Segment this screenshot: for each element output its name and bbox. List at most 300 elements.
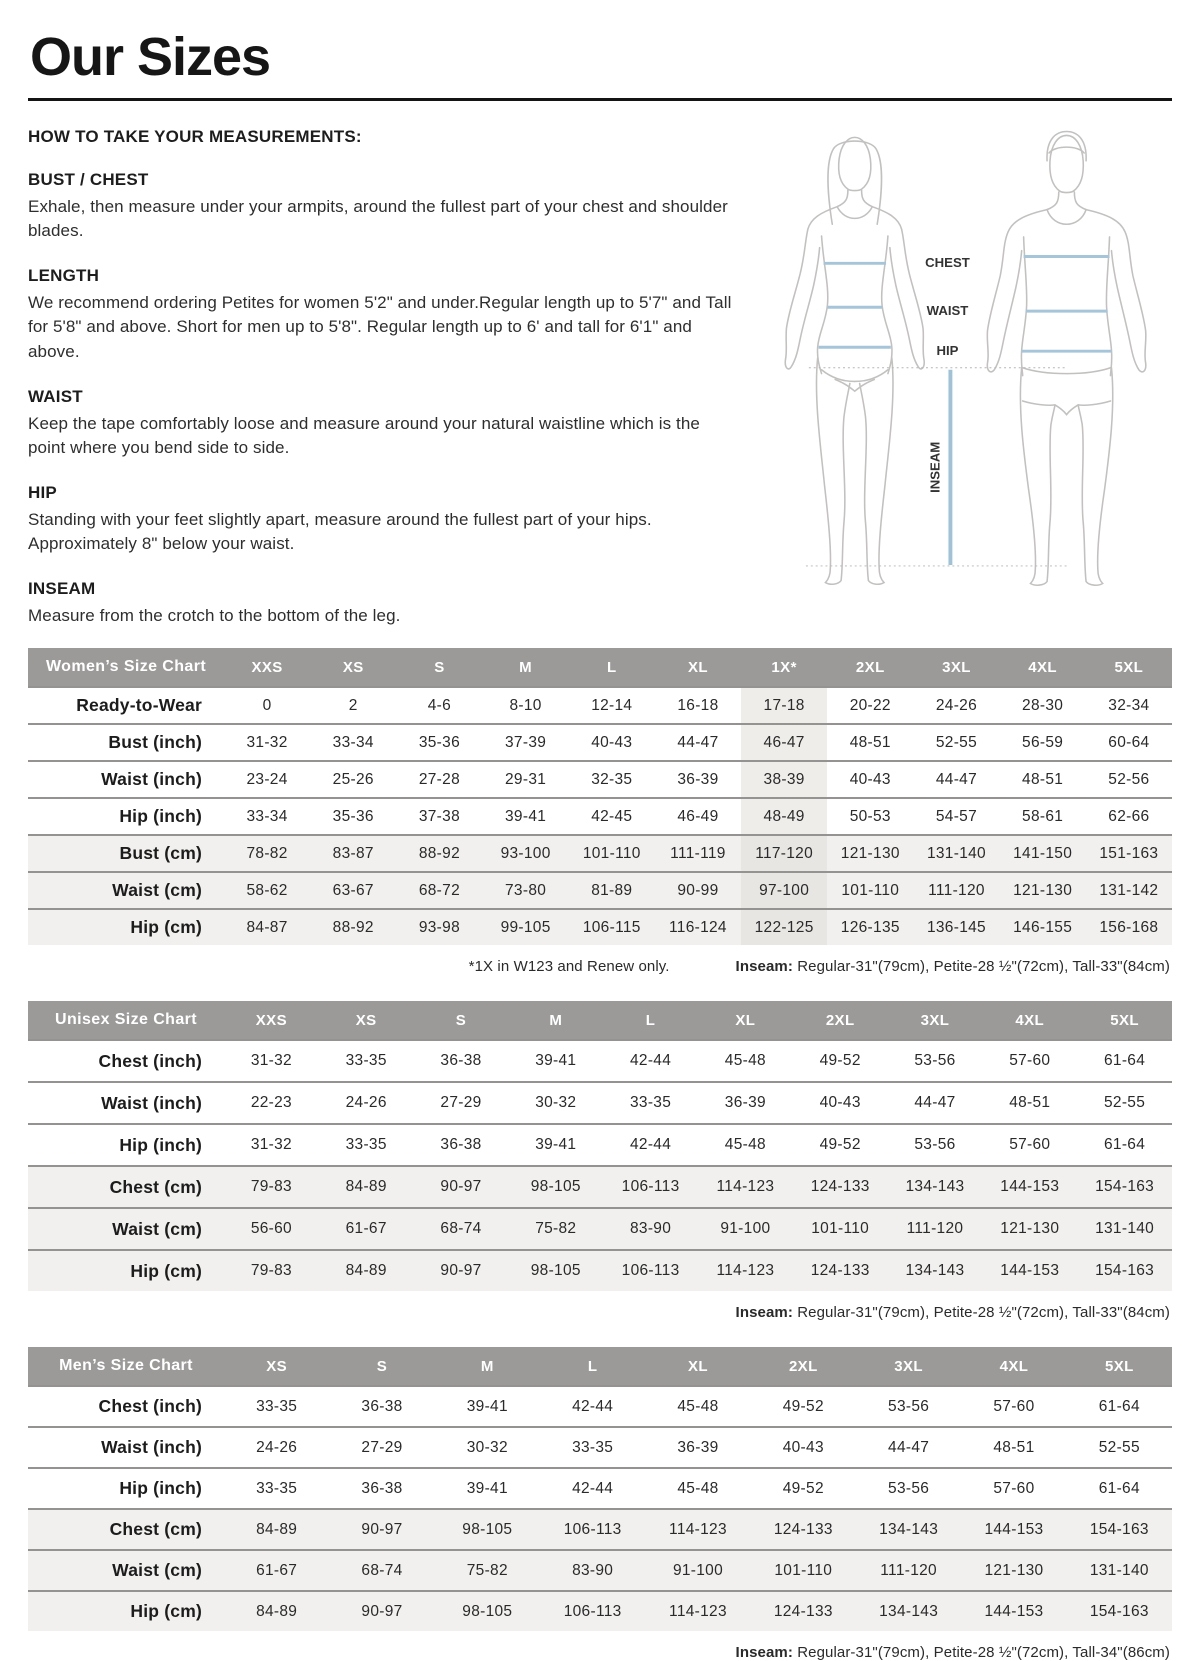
table-row [28,1591,1172,1631]
size-cell: 53-56 [888,1040,983,1082]
size-cell: 32-35 [569,761,655,798]
size-cell: 68-72 [396,872,482,909]
table-title: Unisex Size Chart [28,1001,224,1040]
size-cell: 63-67 [310,872,396,909]
size-cell: 45-48 [645,1386,750,1427]
header-row [28,1001,1172,1040]
measurement-instructions-area [28,123,1172,628]
size-cell: 90-97 [329,1509,434,1550]
size-cell: 114-123 [645,1509,750,1550]
column-header-5xl: 5XL [1067,1347,1172,1386]
size-cell: 27-29 [329,1427,434,1468]
size-cell: 39-41 [508,1124,603,1166]
size-cell: 79-83 [224,1166,319,1208]
size-cell: 61-64 [1067,1386,1172,1427]
row-label: Hip (cm) [28,1250,224,1291]
column-header-xl: XL [645,1347,750,1386]
size-cell: 44-47 [856,1427,961,1468]
size-cell: 52-55 [913,724,999,761]
column-header-xs: XS [224,1347,329,1386]
inseam-footnote-label: Inseam: [735,958,793,976]
row-label: Waist (inch) [28,1082,224,1124]
female-figure-icon [785,137,924,584]
size-cell: 53-56 [888,1124,983,1166]
size-cell: 30-32 [508,1082,603,1124]
column-header-4xl: 4XL [961,1347,1066,1386]
column-header-m: M [435,1347,540,1386]
column-header-4xl: 4XL [1000,648,1086,687]
size-cell: 91-100 [645,1550,750,1591]
column-header-xs: XS [310,648,396,687]
size-cell: 68-74 [329,1550,434,1591]
diagram-waist-label: WAIST [926,303,969,319]
instruction-section-bust-chest [28,170,738,243]
size-cell: 124-133 [751,1591,856,1631]
table-row [28,1509,1172,1550]
size-cell: 35-36 [396,724,482,761]
row-label: Waist (inch) [28,1427,224,1468]
row-label: Hip (inch) [28,798,224,835]
size-cell: 131-140 [1077,1208,1172,1250]
column-header-2xl: 2XL [827,648,913,687]
size-cell: 61-64 [1077,1124,1172,1166]
size-cell: 33-35 [224,1468,329,1509]
size-cell: 144-153 [982,1250,1077,1291]
size-cell: 61-64 [1077,1040,1172,1082]
row-label: Chest (inch) [28,1386,224,1427]
instruction-text: Measure from the crotch to the bottom of the leg. [28,606,401,626]
inseam-footnote [736,1304,1170,1321]
womens-size-chart-footnotes [28,958,1170,975]
column-header-m: M [483,648,569,687]
size-cell: 27-28 [396,761,482,798]
size-cell: 33-35 [224,1386,329,1427]
size-cell: 4-6 [396,687,482,724]
row-label: Hip (cm) [28,909,224,945]
size-cell: 33-35 [540,1427,645,1468]
size-cell: 97-100 [741,872,827,909]
size-cell: 36-38 [329,1468,434,1509]
instruction-section-waist [28,387,738,460]
size-cell: 42-44 [603,1040,698,1082]
size-tables [28,648,1172,1661]
table-row [28,872,1172,909]
row-label: Waist (cm) [28,1550,224,1591]
inseam-footnote-label: Inseam: [735,1304,793,1322]
size-cell: 57-60 [982,1040,1077,1082]
size-cell: 134-143 [888,1166,983,1208]
size-cell: 33-35 [319,1124,414,1166]
size-cell: 2 [310,687,396,724]
size-cell: 146-155 [1000,909,1086,945]
size-cell: 84-89 [224,1591,329,1631]
size-cell: 33-35 [319,1040,414,1082]
size-cell: 93-98 [396,909,482,945]
column-header-4xl: 4XL [982,1001,1077,1040]
column-header-l: L [540,1347,645,1386]
size-cell: 0 [224,687,310,724]
column-header-s: S [396,648,482,687]
size-cell: 91-100 [698,1208,793,1250]
page-title: Our Sizes [30,27,271,87]
size-cell: 49-52 [793,1124,888,1166]
size-cell: 31-32 [224,1040,319,1082]
size-cell: 114-123 [645,1591,750,1631]
size-cell: 24-26 [224,1427,329,1468]
size-cell: 45-48 [698,1040,793,1082]
size-cell: 111-120 [856,1550,961,1591]
instruction-label: WAIST [28,386,83,406]
column-header-s: S [414,1001,509,1040]
size-cell: 39-41 [508,1040,603,1082]
size-cell: 28-30 [1000,687,1086,724]
column-header-2xl: 2XL [751,1347,856,1386]
size-cell: 29-31 [483,761,569,798]
size-cell: 106-113 [603,1166,698,1208]
size-cell: 144-153 [961,1591,1066,1631]
size-cell: 46-49 [655,798,741,835]
size-cell: 144-153 [982,1166,1077,1208]
size-cell: 56-59 [1000,724,1086,761]
column-header-xxs: XXS [224,648,310,687]
size-cell: 106-113 [540,1591,645,1631]
instructions-column [28,123,738,628]
size-cell: 124-133 [793,1250,888,1291]
instruction-label: LENGTH [28,266,100,286]
size-cell: 49-52 [751,1468,856,1509]
size-cell: 101-110 [827,872,913,909]
size-cell: 154-163 [1077,1250,1172,1291]
size-cell: 68-74 [414,1208,509,1250]
size-cell: 39-41 [483,798,569,835]
instruction-text: Keep the tape comfortably loose and measure around your natural waistline which is the point where you bend side to side. [28,413,700,457]
table-row [28,761,1172,798]
inseam-footnote-text: Regular-31"(79cm), Petite-28 ½"(72cm), Tall-33"(84cm) [792,958,1170,976]
table-row [28,1250,1172,1291]
size-cell: 44-47 [888,1082,983,1124]
inseam-footnote [736,1644,1170,1661]
instruction-label: BUST / CHEST [28,170,149,189]
size-cell: 39-41 [435,1386,540,1427]
row-label: Chest (inch) [28,1040,224,1082]
size-cell: 61-67 [224,1550,329,1591]
size-cell: 48-49 [741,798,827,835]
table-row [28,724,1172,761]
size-cell: 111-120 [913,872,999,909]
footnote-asterisk: *1X in W123 and Renew only. [468,958,670,976]
size-cell: 8-10 [483,687,569,724]
size-cell: 24-26 [913,687,999,724]
size-cell: 84-89 [319,1250,414,1291]
size-cell: 121-130 [827,835,913,872]
table-row [28,1386,1172,1427]
size-cell: 33-34 [224,798,310,835]
table-row [28,1427,1172,1468]
size-cell: 154-163 [1077,1166,1172,1208]
size-cell: 53-56 [856,1468,961,1509]
column-header-xs: XS [319,1001,414,1040]
size-cell: 57-60 [961,1386,1066,1427]
size-cell: 114-123 [698,1166,793,1208]
size-cell: 81-89 [569,872,655,909]
size-cell: 131-140 [1067,1550,1172,1591]
size-cell: 111-120 [888,1208,983,1250]
row-label: Waist (cm) [28,1208,224,1250]
column-header-l: L [569,648,655,687]
size-cell: 122-125 [741,909,827,945]
measurement-diagram [762,117,1172,599]
size-cell: 60-64 [1086,724,1172,761]
size-cell: 58-61 [1000,798,1086,835]
size-cell: 73-80 [483,872,569,909]
size-cell: 40-43 [751,1427,856,1468]
column-header-xxs: XXS [224,1001,319,1040]
size-cell: 121-130 [982,1208,1077,1250]
size-cell: 101-110 [793,1208,888,1250]
size-cell: 154-163 [1067,1509,1172,1550]
size-cell: 40-43 [827,761,913,798]
table-row [28,1550,1172,1591]
size-cell: 12-14 [569,687,655,724]
size-cell: 116-124 [655,909,741,945]
size-cell: 36-38 [414,1124,509,1166]
size-cell: 57-60 [961,1468,1066,1509]
size-cell: 99-105 [483,909,569,945]
size-cell: 61-67 [319,1208,414,1250]
size-cell: 32-34 [1086,687,1172,724]
size-cell: 111-119 [655,835,741,872]
inseam-footnote [736,958,1170,975]
unisex-size-chart-table [28,1001,1172,1291]
size-cell: 121-130 [961,1550,1066,1591]
size-cell: 83-90 [603,1208,698,1250]
size-cell: 24-26 [319,1082,414,1124]
size-cell: 117-120 [741,835,827,872]
size-cell: 39-41 [435,1468,540,1509]
size-cell: 42-45 [569,798,655,835]
instruction-section-inseam [28,579,738,628]
row-label: Waist (inch) [28,761,224,798]
size-cell: 17-18 [741,687,827,724]
size-cell: 134-143 [856,1509,961,1550]
row-label: Ready-to-Wear [28,687,224,724]
column-header-5xl: 5XL [1086,648,1172,687]
size-cell: 75-82 [508,1208,603,1250]
column-header-s: S [329,1347,434,1386]
size-cell: 54-57 [913,798,999,835]
size-cell: 23-24 [224,761,310,798]
size-cell: 56-60 [224,1208,319,1250]
size-cell: 84-87 [224,909,310,945]
diagram-inseam-label: INSEAM [927,441,943,493]
mens-size-chart-table [28,1347,1172,1631]
table-row [28,1468,1172,1509]
row-label: Hip (cm) [28,1591,224,1631]
size-cell: 57-60 [982,1124,1077,1166]
row-label: Bust (inch) [28,724,224,761]
inseam-footnote-text: Regular-31"(79cm), Petite-28 ½"(72cm), Tall-33"(84cm) [792,1304,1170,1322]
size-cell: 90-97 [329,1591,434,1631]
row-label: Hip (inch) [28,1124,224,1166]
table-row [28,687,1172,724]
size-cell: 90-99 [655,872,741,909]
size-cell: 20-22 [827,687,913,724]
size-cell: 44-47 [655,724,741,761]
size-cell: 40-43 [569,724,655,761]
size-cell: 88-92 [396,835,482,872]
size-cell: 30-32 [435,1427,540,1468]
column-header-m: M [508,1001,603,1040]
size-cell: 124-133 [793,1166,888,1208]
size-cell: 22-23 [224,1082,319,1124]
size-cell: 144-153 [961,1509,1066,1550]
column-header-xl: XL [655,648,741,687]
size-cell: 44-47 [913,761,999,798]
body-figures-illustration [762,117,1172,599]
size-cell: 48-51 [961,1427,1066,1468]
size-cell: 83-90 [540,1550,645,1591]
column-header-5xl: 5XL [1077,1001,1172,1040]
size-cell: 124-133 [751,1509,856,1550]
size-cell: 156-168 [1086,909,1172,945]
size-cell: 35-36 [310,798,396,835]
size-cell: 36-38 [329,1386,434,1427]
size-cell: 42-44 [603,1124,698,1166]
unisex-size-chart-footnotes [28,1304,1170,1321]
instruction-text: Standing with your feet slightly apart, measure around the fullest part of your hips. Approximately 8" below your waist. [28,509,652,553]
size-cell: 53-56 [856,1386,961,1427]
column-header-2xl: 2XL [793,1001,888,1040]
size-cell: 36-39 [698,1082,793,1124]
size-cell: 154-163 [1067,1591,1172,1631]
size-cell: 78-82 [224,835,310,872]
column-header-l: L [603,1001,698,1040]
size-cell: 131-140 [913,835,999,872]
instruction-label: HIP [28,482,57,502]
instructions-heading: HOW TO TAKE YOUR MEASUREMENTS: [28,127,362,146]
row-label: Chest (cm) [28,1166,224,1208]
size-cell: 134-143 [856,1591,961,1631]
size-cell: 49-52 [751,1386,856,1427]
column-header-1x: 1X* [741,648,827,687]
size-cell: 37-38 [396,798,482,835]
size-cell: 48-51 [1000,761,1086,798]
table-row [28,798,1172,835]
size-cell: 98-105 [508,1250,603,1291]
size-cell: 37-39 [483,724,569,761]
table-title: Women’s Size Chart [28,648,224,687]
size-cell: 33-34 [310,724,396,761]
size-cell: 52-55 [1067,1427,1172,1468]
size-cell: 31-32 [224,724,310,761]
size-cell: 45-48 [645,1468,750,1509]
column-header-xl: XL [698,1001,793,1040]
size-cell: 27-29 [414,1082,509,1124]
size-cell: 33-35 [603,1082,698,1124]
size-cell: 90-97 [414,1166,509,1208]
table-row [28,1040,1172,1082]
size-cell: 79-83 [224,1250,319,1291]
row-label: Bust (cm) [28,835,224,872]
mens-size-chart-footnotes [28,1644,1170,1661]
size-cell: 106-115 [569,909,655,945]
size-cell: 25-26 [310,761,396,798]
size-cell: 90-97 [414,1250,509,1291]
row-label: Waist (cm) [28,872,224,909]
column-header-3xl: 3XL [913,648,999,687]
size-cell: 48-51 [982,1082,1077,1124]
size-cell: 62-66 [1086,798,1172,835]
size-cell: 126-135 [827,909,913,945]
size-cell: 114-123 [698,1250,793,1291]
size-cell: 98-105 [435,1509,540,1550]
table-row [28,1166,1172,1208]
size-cell: 45-48 [698,1124,793,1166]
size-cell: 101-110 [751,1550,856,1591]
size-cell: 16-18 [655,687,741,724]
size-cell: 31-32 [224,1124,319,1166]
table-row [28,1208,1172,1250]
size-cell: 84-89 [319,1166,414,1208]
size-cell: 88-92 [310,909,396,945]
size-cell: 75-82 [435,1550,540,1591]
size-cell: 36-38 [414,1040,509,1082]
header-row [28,648,1172,687]
size-cell: 151-163 [1086,835,1172,872]
instruction-text: Exhale, then measure under your armpits, around the fullest part of your chest and shoulder blades. [28,197,728,241]
size-cell: 121-130 [1000,872,1086,909]
size-cell: 136-145 [913,909,999,945]
instruction-sections [28,170,738,628]
size-cell: 98-105 [508,1166,603,1208]
size-cell: 101-110 [569,835,655,872]
instruction-section-length [28,266,738,363]
row-label: Chest (cm) [28,1509,224,1550]
size-cell: 106-113 [540,1509,645,1550]
table-title: Men’s Size Chart [28,1347,224,1386]
row-label: Hip (inch) [28,1468,224,1509]
size-cell: 36-39 [655,761,741,798]
inseam-footnote-text: Regular-31"(79cm), Petite-28 ½"(72cm), Tall-34"(86cm) [792,1644,1170,1661]
size-cell: 98-105 [435,1591,540,1631]
inseam-footnote-label: Inseam: [735,1644,793,1661]
size-cell: 42-44 [540,1468,645,1509]
size-cell: 46-47 [741,724,827,761]
size-cell: 134-143 [888,1250,983,1291]
size-cell: 52-56 [1086,761,1172,798]
size-cell: 50-53 [827,798,913,835]
table-row [28,835,1172,872]
instruction-text: We recommend ordering Petites for women 5'2" and under.Regular length up to 5'7" and Tall for 5'8" and above. Short for men up to 5'8". Regular length up to 6' and tall for 6'1" and above. [28,293,732,361]
header-row [28,1347,1172,1386]
table-row [28,1082,1172,1124]
size-cell: 42-44 [540,1386,645,1427]
size-cell: 58-62 [224,872,310,909]
title-divider [28,98,1172,101]
diagram-hip-label: HIP [936,343,959,359]
size-cell: 38-39 [741,761,827,798]
womens-size-chart-table [28,648,1172,945]
size-cell: 84-89 [224,1509,329,1550]
size-cell: 141-150 [1000,835,1086,872]
size-cell: 36-39 [645,1427,750,1468]
column-header-3xl: 3XL [856,1347,961,1386]
male-figure-icon [987,132,1146,586]
size-cell: 40-43 [793,1082,888,1124]
size-cell: 106-113 [603,1250,698,1291]
size-cell: 49-52 [793,1040,888,1082]
diagram-chest-label: CHEST [925,255,970,271]
